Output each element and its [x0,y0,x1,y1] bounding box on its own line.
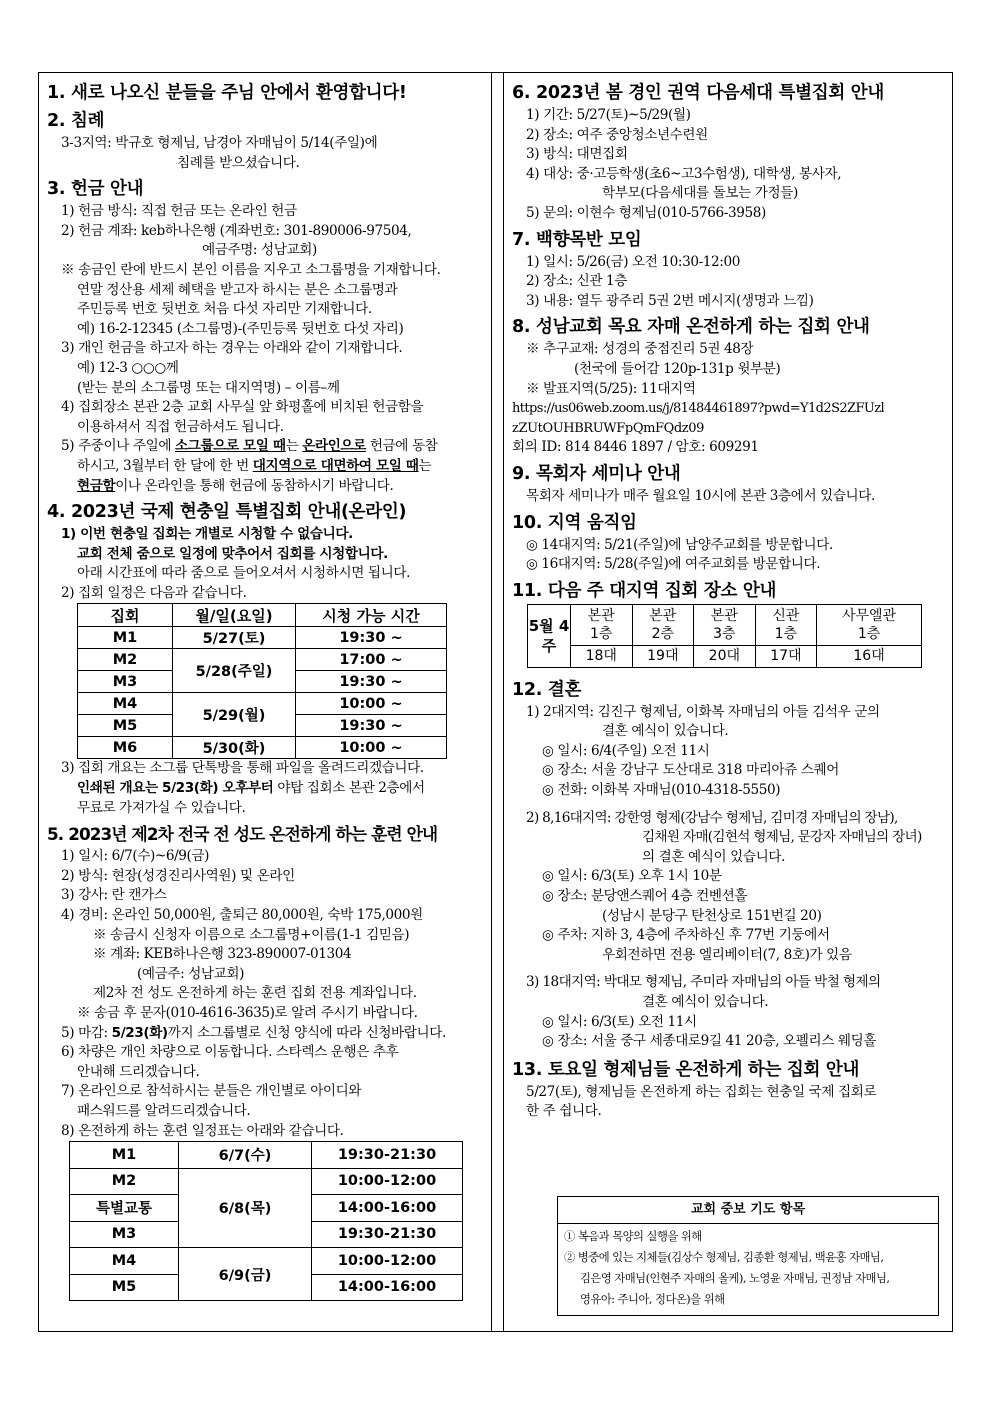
section-6-title: 6. 2023년 봄 경인 권역 다음세대 특별집회 안내 [512,83,884,103]
wedding-detail: ◎ 일시: 6/3(토) 오후 1시 10분 [542,868,722,885]
meeting-cell: M4 [78,693,173,715]
offering-example: 예) 12-3 ○○○께 [77,359,179,376]
memorial-line: 무료로 가져가실 수 있습니다. [77,799,246,816]
meeting-cell: M1 [70,1142,179,1169]
wedding-detail: ◎ 일시: 6/3(토) 오전 11시 [542,1013,697,1030]
nextgen-line: 1) 기간: 5/27(토)~5/29(월) [526,107,691,123]
memorial-line: 교회 전체 줌으로 일정에 맞추어서 집회를 시청합니다. [77,545,388,562]
wedding-line: 의 결혼 예식이 있습니다. [642,848,785,865]
section-8-title: 8. 성남교회 목요 자매 온전하게 하는 집회 안내 [512,317,870,338]
memorial-line: 아래 시간표에 따라 줌으로 들어오셔서 시청하시면 됩니다. [77,565,411,582]
table-row [78,737,447,759]
cedar-line: 2) 장소: 신관 1층 [526,273,628,290]
saturday-line: 5/27(토), 형제님들 온전하게 하는 집회는 현충일 국제 집회로 [526,1083,877,1100]
training-line: 5) 마감: 5/23(화)까지 소그룹별로 신청 양식에 따라 신청바랍니다. [61,1024,446,1041]
section-3-title: 3. 헌금 안내 [47,179,144,200]
offering-line: 1) 헌금 방식: 직접 헌금 또는 온라인 헌금 [61,203,297,220]
meeting-cell: M1 [78,627,173,649]
zoom-link[interactable]: https://us06web.zoom.us/j/81484461897?pwd=Y1d2S2ZFUzl [512,401,885,417]
offering-example: 예) 16-2-12345 (소그룹명)-(주민등록 뒷번호 다섯 자리) [77,320,404,337]
nextgen-line: 3) 방식: 대면집회 [526,146,628,163]
zoom-meeting-id: 회의 ID: 814 8446 1897 / 암호: 609291 [512,439,759,456]
date-cell: 6/8(목) [179,1168,312,1248]
nextgen-line: 학부모(다음세대를 돌보는 가정들) [602,185,798,202]
time-cell: 10:00 ~ [296,737,447,759]
meeting-cell: M3 [78,671,173,693]
training-line: 1) 일시: 6/7(수)~6/9(금) [61,848,210,865]
training-line: 4) 경비: 온라인 50,000원, 출퇴근 80,000원, 숙박 175,000원 [61,907,423,924]
time-cell: 19:30 ~ [296,627,447,649]
offering-line: 5) 주중이나 주일에 소그룹으로 모일 때는 온라인으로 헌금에 동참 [61,438,438,455]
region-cell: 17대 [755,645,817,667]
sisters-line: ※ 발표지역(5/25): 11대지역 [526,380,696,397]
memorial-line: 2) 집회 일정은 다음과 같습니다. [61,584,247,601]
table-header-cell: 집회 [78,604,173,627]
wedding-line: 결혼 예식이 있습니다. [602,723,729,740]
wedding-detail: ◎ 주차: 지하 3, 4층에 주차하신 후 77번 기둥에서 [542,927,830,944]
prayer-item: 영유아: 주니아, 정다온)을 위해 [580,1293,725,1306]
memorial-line: 3) 집회 개요는 소그룹 단톡방을 통해 파일을 올려드리겠습니다. [61,760,424,777]
region-move-line: ◎ 14대지역: 5/21(주일)에 남양주교회를 방문합니다. [526,536,833,553]
meeting-cell: M6 [78,737,173,759]
offering-line: 2) 헌금 계좌: keb하나은행 (계좌번호: 301-890006-97504, [61,222,412,239]
cedar-line: 1) 일시: 5/26(금) 오전 10:30-12:00 [526,253,740,270]
meeting-cell: M5 [70,1274,179,1301]
place-cell: 신관 1층 [755,604,817,645]
baptism-line: 침례를 받으셨습니다. [177,154,300,171]
time-cell: 10:00 ~ [296,693,447,715]
memorial-line: 인쇄된 개요는 5/23(화) 오후부터 야탑 집회소 본관 2층에서 [77,780,425,797]
prayer-item: 김은영 자매님(인현주 자매의 올케), 노영윤 자매님, 권정남 자매님, [580,1272,890,1285]
column-divider [491,73,504,1331]
region-cell: 19대 [632,645,694,667]
time-cell: 19:30-21:30 [312,1221,463,1248]
region-cell: 18대 [571,645,633,667]
zoom-link[interactable]: zZUtOUHBRUWFpQmFQdz09 [512,420,704,436]
section-10-title: 10. 지역 움직임 [512,512,637,533]
table-row [78,693,447,715]
wedding-detail: (성남시 분당구 탄천상로 151번길 20) [602,907,822,924]
offering-note: 연말 정산용 세제 혜택을 받고자 하시는 분은 소그룹명과 [77,281,398,298]
memorial-schedule-table [77,603,447,759]
section-1-title: 1. 새로 나오신 분들을 주님 안에서 환영합니다! [47,83,407,103]
wedding-detail: ◎ 전화: 이화복 자매님(010-4318-5550) [542,782,781,799]
date-cell: 5/29(월) [173,693,296,737]
meeting-cell: M2 [78,649,173,671]
region-cell: 16대 [817,645,922,667]
offering-line: 현금함이나 온라인을 통해 헌금에 동참하시기 바랍니다. [77,477,394,494]
time-cell: 14:00-16:00 [312,1274,463,1301]
wedding-detail: 우회전하면 전용 엘리베이터(7, 8호)가 있음 [602,946,852,963]
date-cell: 6/7(수) [179,1142,312,1169]
table-header-cell: 월/일(요일) [173,604,296,627]
prayer-title: 교회 중보 기도 항목 [558,1197,938,1224]
offering-note: 주민등록 번호 뒷번호 처음 다섯 자리만 기재합니다. [77,301,372,318]
table-row [78,649,447,671]
section-7-title: 7. 백향목반 모임 [512,229,642,250]
bulletin-frame [38,72,953,1332]
date-cell: 5/28(주일) [173,649,296,693]
training-line: 8) 온전하게 하는 훈련 일정표는 아래와 같습니다. [61,1122,344,1139]
region-move-line: ◎ 16대지역: 5/28(주일)에 여주교회를 방문합니다. [526,556,821,573]
date-cell: 6/9(금) [179,1248,312,1301]
table-row [70,1142,463,1169]
training-note: ※ 계좌: KEB하나은행 323-890007-01304 [93,946,352,963]
memorial-line: 1) 이번 현충일 집회는 개별로 시청할 수 없습니다. [61,526,353,543]
place-cell: 본관 1층 [571,604,633,645]
training-line: 3) 강사: 란 캔가스 [61,887,167,904]
training-note: 제2차 전 성도 온전하게 하는 훈련 집회 전용 계좌입니다. [93,985,417,1002]
wedding-detail: ◎ 장소: 분당앤스퀘어 4층 컨벤션홀 [542,888,748,905]
time-cell: 19:30-21:30 [312,1142,463,1169]
offering-line: 4) 집회장소 본관 2층 교회 사무실 앞 화평홀에 비치된 헌금함을 [61,399,424,416]
section-4-title: 4. 2023년 국제 현충일 특별집회 안내(온라인) [47,502,407,523]
wedding-detail: ◎ 장소: 서울 중구 세종대로9길 41 20층, 오펠리스 웨딩홀 [542,1033,877,1050]
meeting-cell: M4 [70,1248,179,1275]
wedding-line: 2) 8,16대지역: 강한영 형제(강남수 형제님, 김미경 자매님의 장남), [526,809,898,826]
section-5-title: 5. 2023년 제2차 전국 전 성도 온전하게 하는 훈련 안내 [47,824,438,845]
section-9-title: 9. 목회자 세미나 안내 [512,463,681,484]
wedding-line: 3) 18대지역: 박대모 형제님, 주미라 자매님의 아들 박철 형제의 [526,974,881,991]
wedding-line: 결혼 예식이 있습니다. [642,994,769,1010]
time-cell: 19:30 ~ [296,715,447,737]
training-line: 7) 온라인으로 참석하시는 분들은 개인별로 아이디와 [61,1083,362,1100]
prayer-item: ① 복음과 목양의 실행을 위해 [564,1230,702,1243]
time-cell: 19:30 ~ [296,671,447,693]
table-header-row [78,604,447,627]
training-line: 6) 차량은 개인 차량으로 이동합니다. 스타렉스 운행은 추후 [61,1044,399,1061]
cedar-line: 3) 내용: 열두 광주리 5권 2번 메시지(생명과 느낌) [526,292,814,309]
section-11-title: 11. 다음 주 대지역 집회 장소 안내 [512,580,777,601]
time-cell: 10:00-12:00 [312,1168,463,1195]
left-column [39,73,491,1331]
place-cell: 본관 3층 [694,604,756,645]
section-13-title: 13. 토요일 형제님들 온전하게 하는 집회 안내 [512,1059,860,1080]
offering-line: 이용하셔서 직접 헌금하셔도 됩니다. [77,418,284,435]
time-cell: 17:00 ~ [296,649,447,671]
table-row [528,604,922,645]
training-line: 안내해 드리겠습니다. [77,1063,200,1080]
seminar-line: 목회자 세미나가 매주 월요일 10시에 본관 3층에서 있습니다. [526,487,875,504]
training-line: 패스워드를 알려드리겠습니다. [77,1102,251,1119]
wedding-detail: ◎ 일시: 6/4(주일) 오전 11시 [542,742,710,759]
training-note: ※ 송금 후 문자(010-4616-3635)로 알려 주시기 바랍니다. [77,1005,418,1021]
wedding-detail: ◎ 장소: 서울 강남구 도산대로 318 마리아쥬 스퀘어 [542,762,840,779]
time-cell: 14:00-16:00 [312,1195,463,1222]
sisters-line: (천국에 들어감 120p-131p 윗부분) [574,360,781,377]
training-note: ※ 송금시 신청자 이름으로 소그룹명+이름(1-1 김믿음) [93,926,410,943]
baptism-line: 3-3지역: 박규호 형제님, 남경아 자매님이 5/14(주일)에 [61,135,378,151]
nextgen-line: 5) 문의: 이현수 형제님(010-5766-3958) [526,204,766,221]
wedding-line: 1) 2대지역: 김진구 형제님, 이화복 자매님의 아들 김석우 군의 [526,703,880,720]
meeting-cell: M5 [78,715,173,737]
saturday-line: 한 주 쉽니다. [526,1103,602,1120]
meeting-cell: 특별교통 [70,1195,179,1222]
time-cell: 10:00-12:00 [312,1248,463,1275]
place-cell: 사무엘관 1층 [817,604,922,645]
table-row [70,1248,463,1275]
prayer-box [557,1196,939,1316]
offering-example: (받는 분의 소그룹명 또는 대지역명) – 이름–께 [77,379,340,396]
training-line: 2) 방식: 현장(성경진리사역원) 및 온라인 [61,867,295,884]
offering-line: 3) 개인 헌금을 하고자 하는 경우는 아래와 같이 기재합니다. [61,340,403,357]
place-cell: 본관 2층 [632,604,694,645]
offering-line: 예금주명: 성남교회) [202,242,317,259]
meeting-place-table [527,604,922,668]
right-column [504,73,952,1331]
meeting-cell: M2 [70,1168,179,1195]
region-cell: 20대 [694,645,756,667]
table-row [70,1168,463,1195]
meeting-cell: M3 [70,1221,179,1248]
sisters-line: ※ 추구교재: 성경의 중점진리 5권 48장 [526,341,754,358]
offering-line: 하시고, 3월부터 한 달에 한 번 대지역으로 대면하여 모일 때는 [77,457,432,474]
prayer-item: ② 병중에 있는 지체들(김상수 형제님, 김종환 형제님, 백윤홍 자매님, [564,1251,884,1264]
section-12-title: 12. 결혼 [512,679,582,700]
date-cell: 5/30(화) [173,737,296,759]
table-row [528,645,922,667]
table-row [78,627,447,649]
section-2-title: 2. 침례 [47,111,105,131]
week-cell: 5월 4주 [528,604,571,667]
offering-note: ※ 송금인 란에 반드시 본인 이름을 지우고 소그룹명을 기재합니다. [61,261,441,278]
date-cell: 5/27(토) [173,627,296,649]
wedding-line: 김채원 자매(김현석 형제님, 문강자 자매님의 장녀) [642,829,922,846]
nextgen-line: 4) 대상: 중·고등학생(초6~고3수험생), 대학생, 봉사자, [526,165,842,182]
table-header-cell: 시청 가능 시간 [296,604,447,627]
nextgen-line: 2) 장소: 여주 중앙청소년수련원 [526,126,708,143]
training-schedule-table [69,1141,463,1301]
training-note: (예금주: 성남교회) [137,965,245,982]
